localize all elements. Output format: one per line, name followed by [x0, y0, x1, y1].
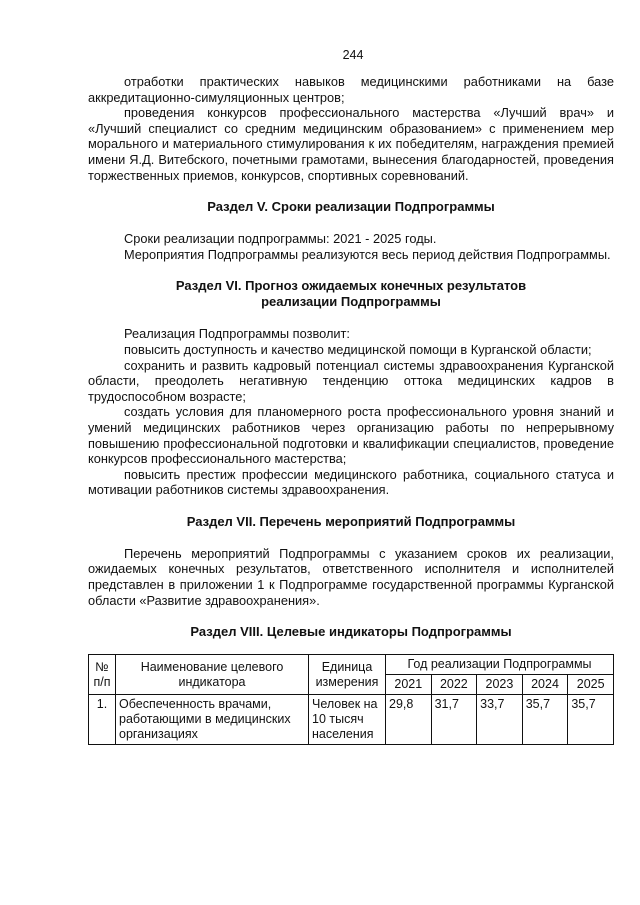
- cell-value: 31,7: [431, 695, 477, 745]
- header-year: 2023: [477, 675, 523, 695]
- header-year: 2025: [568, 675, 614, 695]
- paragraph: Сроки реализации подпрограммы: 2021 - 2025 годы.: [124, 231, 437, 247]
- indicators-table: [88, 654, 614, 745]
- paragraph: Реализация Подпрограммы позволит:: [124, 326, 350, 342]
- header-unit: Единица измерения: [309, 655, 386, 695]
- table-header-row: [89, 655, 614, 675]
- cell-num: 1.: [89, 695, 116, 745]
- header-year: 2024: [522, 675, 568, 695]
- section-heading-line: реализации Подпрограммы: [261, 294, 441, 310]
- paragraph: создать условия для планомерного роста профессионального уровня знаний и умений медицинских работников через организацию работы по непрерывному повышению профессиональной подготовки и квалификации специалистов, проведение конкурсов профессионального мастерства;: [88, 404, 614, 467]
- cell-name: Обеспеченность врачами, работающими в медицинских организациях: [116, 695, 309, 745]
- cell-value: 35,7: [568, 695, 614, 745]
- header-num: № п/п: [89, 655, 116, 695]
- cell-value: 35,7: [522, 695, 568, 745]
- paragraph: повысить престиж профессии медицинского работника, социального статуса и мотивации работников системы здравоохранения.: [88, 466, 614, 498]
- paragraph: отработки практических навыков медицинскими работниками на базе аккредитационно-симуляционных центров;: [88, 74, 614, 105]
- section-heading: Раздел VIII. Целевые индикаторы Подпрограммы: [190, 624, 512, 640]
- page-number: 244: [342, 48, 364, 62]
- section-heading: Раздел V. Сроки реализации Подпрограммы: [207, 199, 495, 215]
- header-years-group: Год реализации Подпрограммы: [386, 655, 614, 675]
- paragraph: повысить доступность и качество медицинской помощи в Курганской области;: [124, 341, 592, 357]
- table-row: [89, 695, 614, 745]
- cell-unit: Человек на 10 тысяч населения: [309, 695, 386, 745]
- paragraph: проведения конкурсов профессионального мастерства «Лучший врач» и «Лучший специалист со средним медицинским образованием» с применением мер морального и материального стимулирования к их победителям, награждения премией имени Я.Д. Витебского, почетными грамотами, вынесения благодарностей, проведения торжественных приемов, конкурсов, спортивных соревнований.: [88, 105, 614, 183]
- paragraph: Перечень мероприятий Подпрограммы с указанием сроков их реализации, ожидаемых конечных результатов, ответственного исполнителя и исполнителей представлен в приложении 1 к Подпрограмме государственной программы Курганской области «Развитие здравоохранения».: [88, 545, 614, 608]
- header-name: Наименование целевого индикатора: [116, 655, 309, 695]
- document-page: [88, 48, 614, 745]
- cell-value: 29,8: [386, 695, 432, 745]
- header-year: 2022: [431, 675, 477, 695]
- paragraph: сохранить и развить кадровый потенциал системы здравоохранения Курганской области, преодолеть негативную тенденцию оттока медицинских кадров в трудоспособном возрасте;: [88, 357, 614, 404]
- section-heading-line: Раздел VI. Прогноз ожидаемых конечных результатов: [175, 278, 527, 294]
- cell-value: 33,7: [477, 695, 523, 745]
- section-heading: [88, 278, 614, 310]
- section-heading: Раздел VII. Перечень мероприятий Подпрограммы: [186, 513, 516, 529]
- paragraph: Мероприятия Подпрограммы реализуются весь период действия Подпрограммы.: [124, 246, 611, 262]
- header-year: 2021: [386, 675, 432, 695]
